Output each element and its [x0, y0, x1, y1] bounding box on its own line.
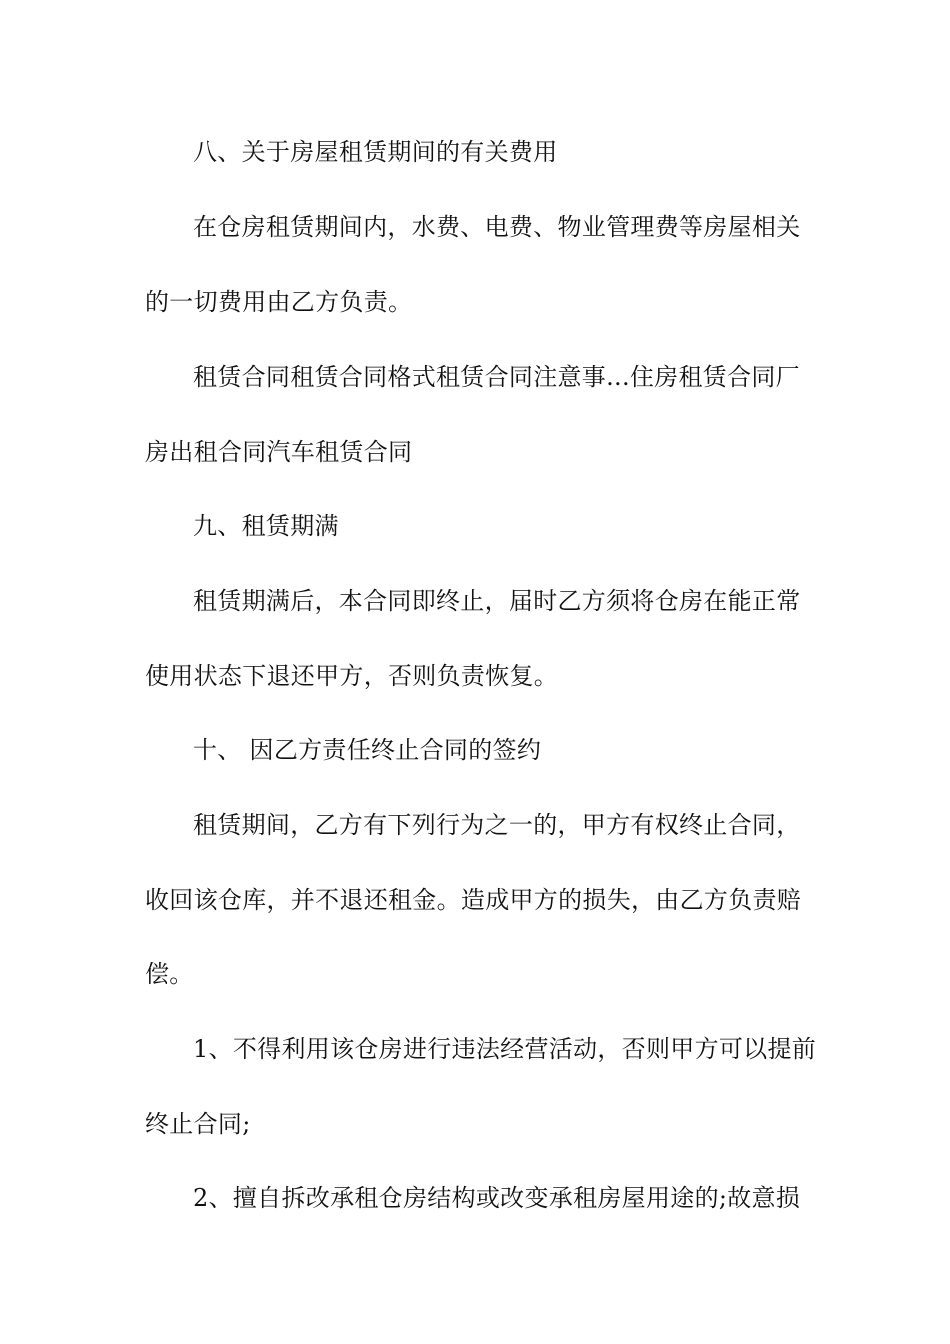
- paragraph-line: 租赁合同租赁合同格式租赁合同注意事...住房租赁合同厂: [193, 363, 800, 391]
- paragraph-line: 收回该仓库，并不退还租金。造成甲方的损失，由乙方负责赔: [145, 886, 802, 914]
- paragraph-line: 租赁期间，乙方有下列行为之一的，甲方有权终止合同，: [193, 811, 801, 839]
- paragraph-line: 租赁期满后，本合同即终止，届时乙方须将仓房在能正常: [193, 587, 801, 615]
- section-heading-8: 八、关于房屋租赁期间的有关费用: [193, 138, 558, 166]
- section-heading-10: 十、 因乙方责任终止合同的签约: [193, 736, 542, 764]
- paragraph-line: 在仓房租赁期间内，水费、电费、物业管理费等房屋相关: [193, 213, 801, 241]
- list-item-1: 1、不得利用该仓房进行违法经营活动，否则甲方可以提前: [193, 1035, 817, 1063]
- paragraph-line: 偿。: [145, 960, 194, 988]
- paragraph-line: 终止合同;: [145, 1110, 251, 1138]
- paragraph-line: 房出租合同汽车租赁合同: [145, 438, 413, 466]
- list-item-2: 2、擅自拆改承租仓房结构或改变承租房屋用途的;故意损: [193, 1184, 801, 1212]
- section-heading-9: 九、租赁期满: [193, 512, 339, 540]
- paragraph-line: 的一切费用由乙方负责。: [145, 288, 413, 316]
- paragraph-line: 使用状态下退还甲方，否则负责恢复。: [145, 662, 559, 690]
